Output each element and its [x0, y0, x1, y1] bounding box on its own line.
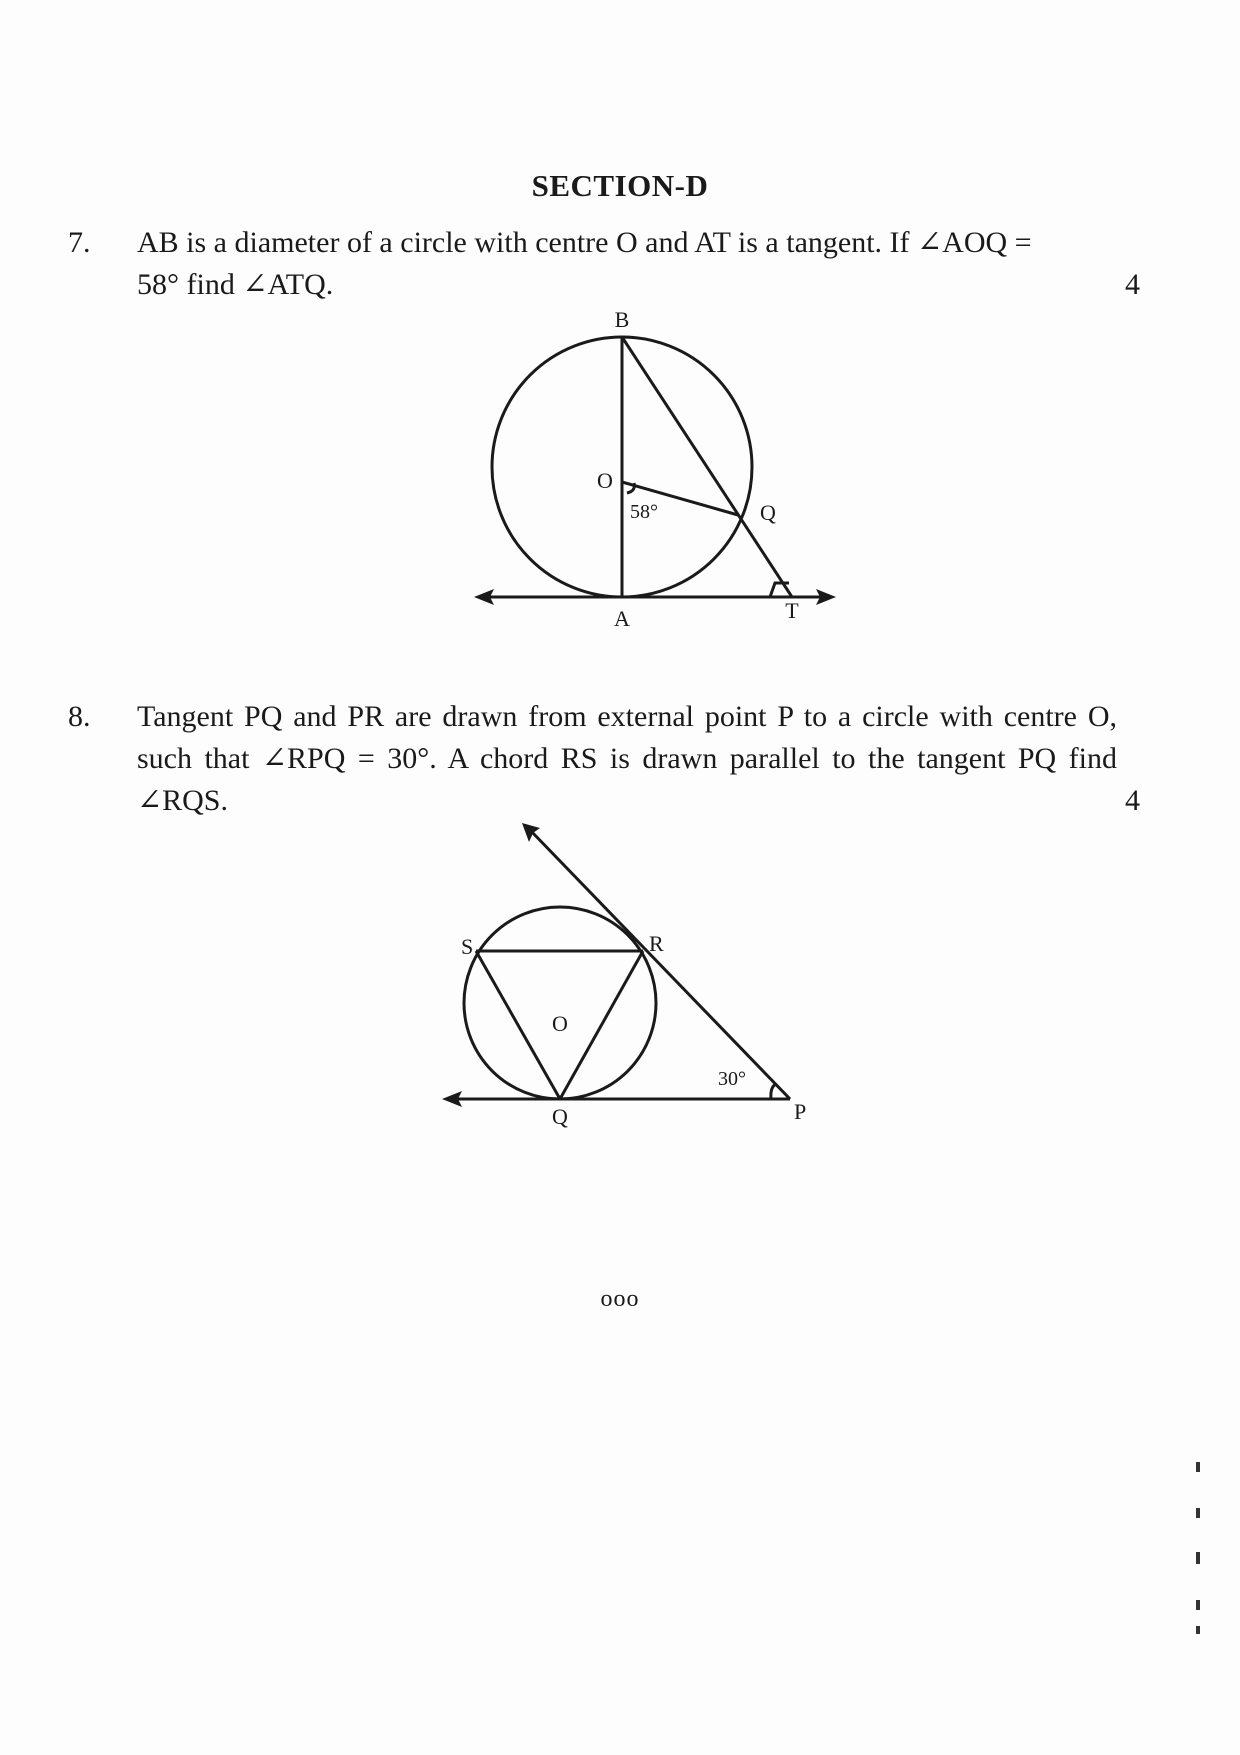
question-7 — [0, 222, 1240, 302]
scan-mark — [1196, 1552, 1200, 1564]
label-o: O — [597, 468, 613, 493]
label-t: T — [785, 598, 799, 623]
label-s: S — [461, 934, 474, 959]
arrowhead-right-q7 — [816, 589, 836, 605]
arrowhead-left-q8 — [442, 1091, 462, 1107]
label-q: Q — [552, 1104, 568, 1129]
arrowhead-left-q7 — [474, 589, 494, 605]
question-8 — [0, 696, 1240, 826]
label-r: R — [649, 931, 664, 956]
scan-mark — [1196, 1600, 1200, 1610]
end-mark: ooo — [600, 1286, 640, 1312]
question-text: AB is a diameter of a circle with centre O and AT is a tangent. If ∠AOQ = 58° find ∠ATQ. — [137, 226, 1032, 301]
circle-q8 — [464, 907, 656, 1099]
label-o: O — [552, 1011, 568, 1036]
angle-label-30: 30° — [718, 1068, 746, 1090]
circle-q7 — [492, 337, 752, 597]
angle-label-58: 58° — [630, 501, 658, 523]
scan-mark — [1196, 1626, 1200, 1634]
chord-rq — [560, 951, 643, 1099]
angle-arc-58 — [627, 483, 634, 493]
line-bt — [622, 337, 792, 597]
tangent-pr — [530, 830, 790, 1099]
question-text: Tangent PQ and PR are drawn from external point P to a circle with centre O, such that ∠RPQ = 30°. A chord RS is drawn parallel to the tangent PQ find ∠RQS. — [137, 700, 1117, 817]
chord-sq — [476, 951, 560, 1099]
right-angle-mark — [770, 583, 789, 597]
section-title: SECTION-D — [531, 168, 709, 203]
label-b: B — [614, 307, 630, 332]
angle-arc-30 — [771, 1084, 776, 1099]
scan-mark — [1196, 1462, 1200, 1472]
scan-mark — [1196, 1508, 1200, 1518]
radius-oq — [622, 482, 738, 515]
question-marks: 4 — [1125, 784, 1140, 817]
label-q: Q — [760, 500, 776, 525]
label-a: A — [614, 606, 630, 631]
label-p: P — [794, 1099, 807, 1124]
question-marks: 4 — [1125, 268, 1140, 301]
question-number: 7. — [68, 226, 91, 259]
question-number: 8. — [68, 700, 91, 733]
